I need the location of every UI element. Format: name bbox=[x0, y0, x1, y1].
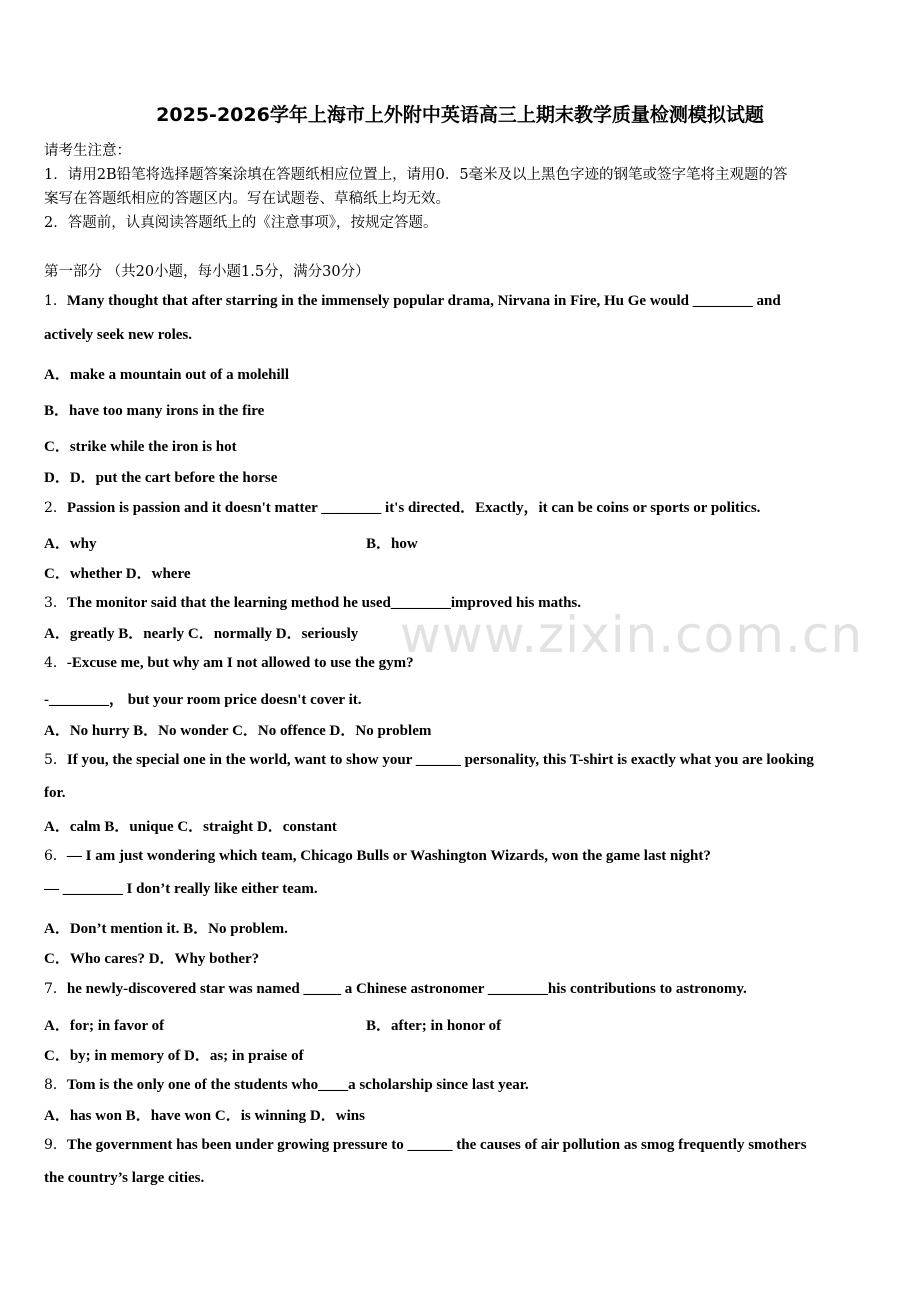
options-4: A．No hurry B．No wonder C．No offence D．No problem bbox=[44, 723, 432, 739]
question-number: 3． bbox=[44, 595, 67, 611]
question-number: 4． bbox=[44, 655, 67, 671]
question-2 bbox=[44, 496, 760, 517]
question-stem: The monitor said that the learning method he used________improved his maths. bbox=[66, 595, 581, 611]
question-number: 9． bbox=[44, 1137, 67, 1153]
question-number: 6． bbox=[44, 848, 67, 864]
option-2a: A．why bbox=[44, 536, 97, 552]
question-6-reply: — ________ I don’t really like either team. bbox=[44, 881, 318, 897]
option-1b: B．have too many irons in the fire bbox=[44, 403, 265, 419]
question-4-reply: -________， but your room price doesn't cover it. bbox=[44, 692, 362, 708]
question-number: 2． bbox=[44, 500, 67, 516]
question-stem: Tom is the only one of the students who____a scholarship since last year. bbox=[66, 1077, 529, 1093]
page-title: 2025-2026学年上海市上外附中英语高三上期末教学质量检测模拟试题 bbox=[156, 104, 764, 126]
question-1 bbox=[44, 290, 781, 310]
question-stem: -Excuse me, but why am I not allowed to use the gym? bbox=[66, 655, 414, 671]
question-5-cont: for. bbox=[44, 785, 66, 801]
option-1a: A．make a mountain out of a molehill bbox=[44, 367, 290, 383]
options-6ab: A．Don’t mention it. B．No problem. bbox=[44, 921, 288, 937]
notice-heading: 请考生注意： bbox=[44, 143, 131, 159]
question-6 bbox=[44, 845, 711, 865]
question-9 bbox=[44, 1134, 807, 1154]
question-8 bbox=[44, 1074, 529, 1094]
question-number: 7． bbox=[44, 981, 67, 997]
question-stem: he newly-discovered star was named _____ a Chinese astronomer ________his contributions to astronomy. bbox=[66, 981, 747, 997]
question-stem: If you, the special one in the world, want to show your ______ personality, this T-shirt is exactly what you are looking bbox=[66, 752, 814, 768]
question-stem: The government has been under growing pressure to ______ the causes of air pollution as smog frequently smothers bbox=[66, 1137, 807, 1153]
question-7 bbox=[44, 978, 747, 998]
option-2cd: C．whether D．where bbox=[44, 566, 191, 582]
option-7b: B．after; in honor of bbox=[366, 1018, 502, 1034]
option-1c: C．strike while the iron is hot bbox=[44, 439, 237, 455]
question-stem: Passion is passion and it doesn't matter ________ it's directed．Exactly，it can be coins or sports or politics. bbox=[66, 500, 761, 516]
option-1d: D．D．put the cart before the horse bbox=[44, 470, 278, 486]
question-number: 8． bbox=[44, 1077, 67, 1093]
option-2b: B．how bbox=[366, 536, 418, 552]
notice-item-1-cont: 案写在答题纸相应的答题区内。写在试题卷、草稿纸上均无效。 bbox=[44, 191, 450, 207]
option-7cd: C．by; in memory of D．as; in praise of bbox=[44, 1048, 304, 1064]
question-9-cont: the country’s large cities. bbox=[44, 1170, 205, 1186]
watermark: www.zixin.com.cn bbox=[400, 606, 864, 664]
question-number: 5． bbox=[44, 752, 67, 768]
question-stem: Many thought that after starring in the immensely popular drama, Nirvana in Fire, Hu Ge would ________ and bbox=[66, 293, 781, 309]
section-heading: 第一部分 （共20小题，每小题1.5分，满分30分） bbox=[44, 264, 370, 280]
question-5 bbox=[44, 749, 814, 769]
question-number: 1． bbox=[44, 293, 67, 309]
question-4 bbox=[44, 652, 414, 672]
question-stem: — I am just wondering which team, Chicago Bulls or Washington Wizards, won the game last night? bbox=[66, 848, 711, 864]
notice-item-2: 2．答题前，认真阅读答题纸上的《注意事项》，按规定答题。 bbox=[44, 215, 438, 231]
options-5: A．calm B．unique C．straight D．constant bbox=[44, 819, 337, 835]
option-7a: A．for; in favor of bbox=[44, 1018, 165, 1034]
options-8: A．has won B．have won C．is winning D．wins bbox=[44, 1108, 365, 1124]
options-3: A．greatly B．nearly C．normally D．seriously bbox=[44, 626, 359, 642]
options-6cd: C．Who cares? D．Why bother? bbox=[44, 951, 260, 967]
question-1-cont: actively seek new roles. bbox=[44, 327, 193, 343]
notice-item-1: 1．请用2B铅笔将选择题答案涂填在答题纸相应位置上，请用0．5毫米及以上黑色字迹的钢笔或签字笔将主观题的答 bbox=[44, 167, 788, 183]
